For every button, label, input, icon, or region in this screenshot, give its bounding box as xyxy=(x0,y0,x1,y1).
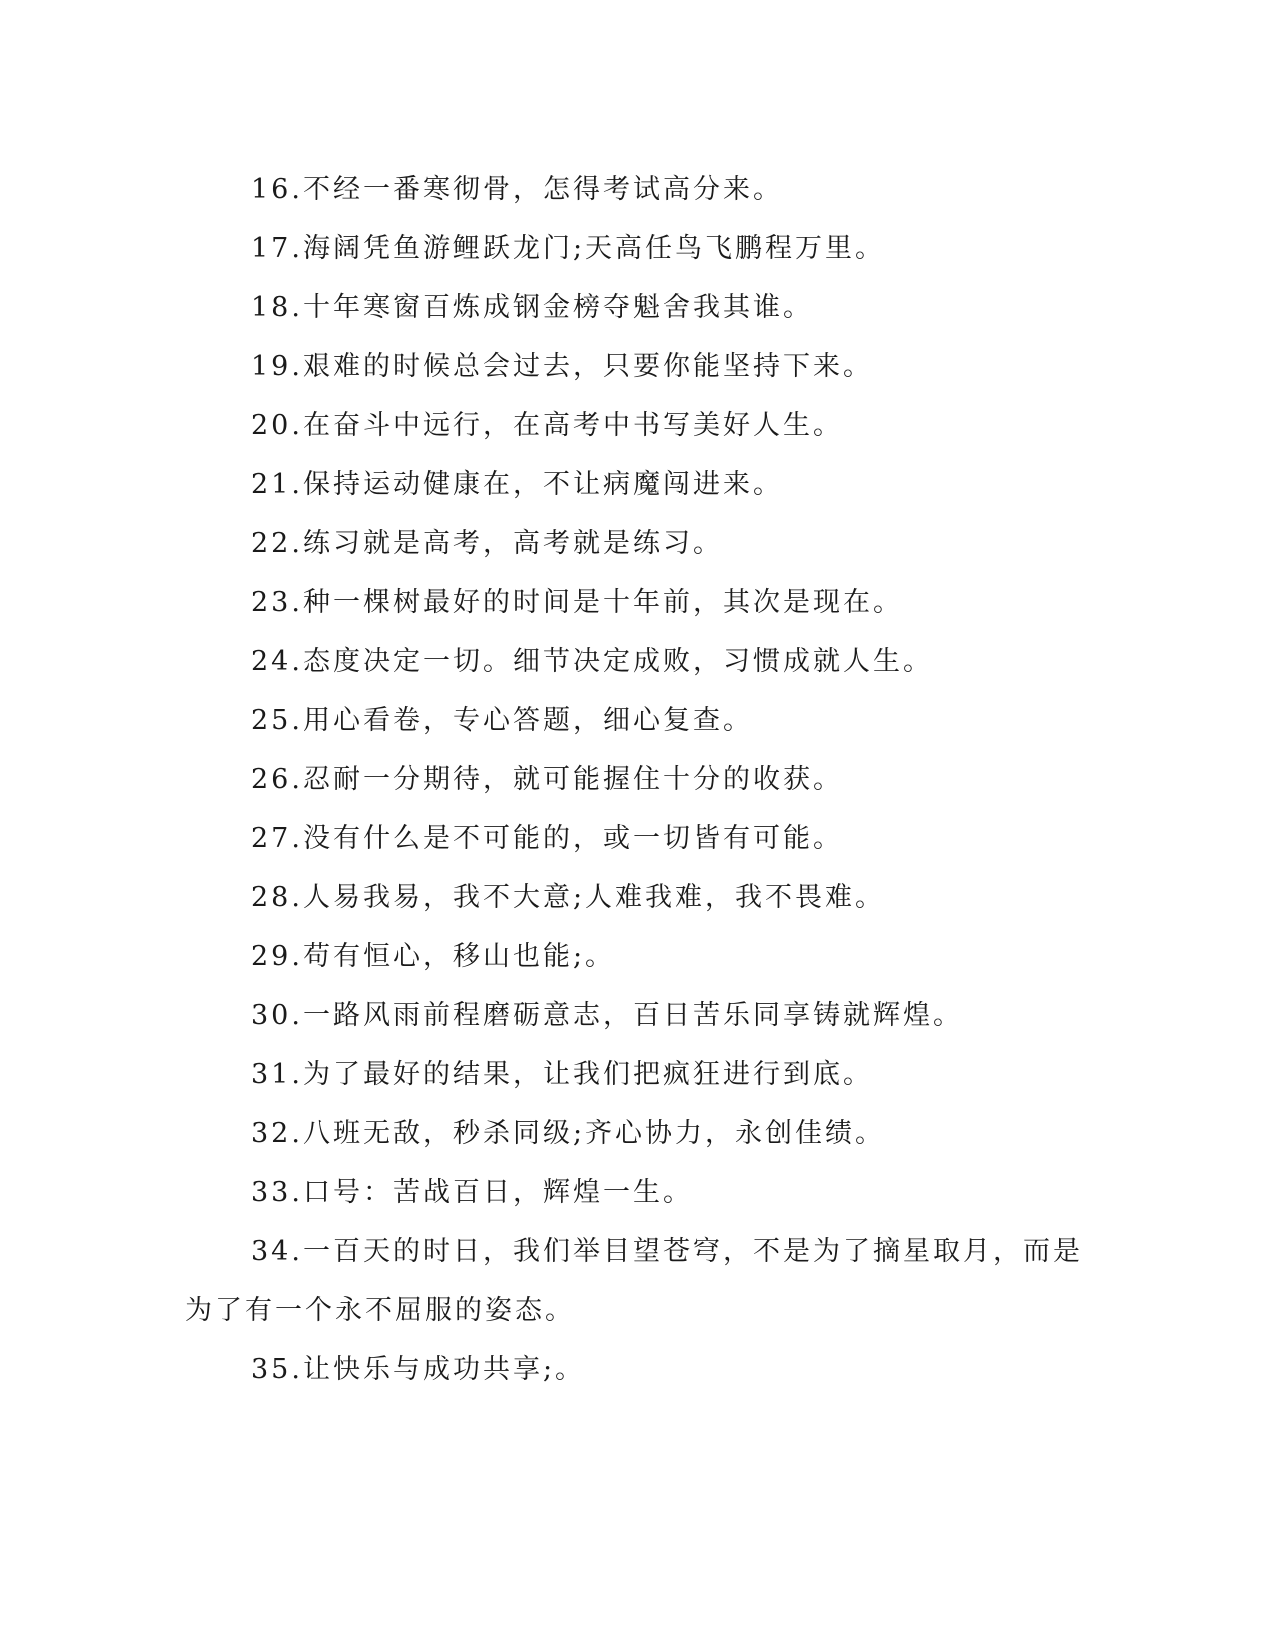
paragraph-35: 35.让快乐与成功共享;。 xyxy=(251,1354,586,1385)
paragraph-21: 21.保持运动健康在，不让病魔闯进来。 xyxy=(251,469,783,500)
paragraph-33: 33.口号：苦战百日，辉煌一生。 xyxy=(251,1177,693,1208)
paragraph-16: 16.不经一番寒彻骨，怎得考试高分来。 xyxy=(251,174,783,205)
paragraph-26: 26.忍耐一分期待，就可能握住十分的收获。 xyxy=(251,764,843,795)
paragraph-23: 23.种一棵树最好的时间是十年前，其次是现在。 xyxy=(251,587,903,618)
paragraph-32: 32.八班无敌，秒杀同级;齐心协力，永创佳绩。 xyxy=(251,1118,886,1149)
paragraph-34: 34.一百天的时日，我们举目望苍穹，不是为了摘星取月，而是为了有一个永不屈服的姿态。 xyxy=(185,1236,1083,1326)
paragraph-17: 17.海阔凭鱼游鲤跃龙门;天高任鸟飞鹏程万里。 xyxy=(251,233,886,264)
paragraph-29: 29.苟有恒心，移山也能;。 xyxy=(251,941,616,972)
paragraph-30: 30.一路风雨前程磨砺意志，百日苦乐同享铸就辉煌。 xyxy=(251,1000,963,1031)
paragraph-27: 27.没有什么是不可能的，或一切皆有可能。 xyxy=(251,823,843,854)
document-body xyxy=(185,160,1085,1399)
paragraph-20: 20.在奋斗中远行，在高考中书写美好人生。 xyxy=(251,410,843,441)
paragraph-25: 25.用心看卷，专心答题，细心复查。 xyxy=(251,705,753,736)
paragraph-18: 18.十年寒窗百炼成钢金榜夺魁舍我其谁。 xyxy=(251,292,813,323)
paragraph-22: 22.练习就是高考，高考就是练习。 xyxy=(251,528,723,559)
paragraph-24: 24.态度决定一切。细节决定成败，习惯成就人生。 xyxy=(251,646,933,677)
paragraph-28: 28.人易我易，我不大意;人难我难，我不畏难。 xyxy=(251,882,886,913)
paragraph-19: 19.艰难的时候总会过去，只要你能坚持下来。 xyxy=(251,351,873,382)
paragraph-31: 31.为了最好的结果，让我们把疯狂进行到底。 xyxy=(251,1059,873,1090)
